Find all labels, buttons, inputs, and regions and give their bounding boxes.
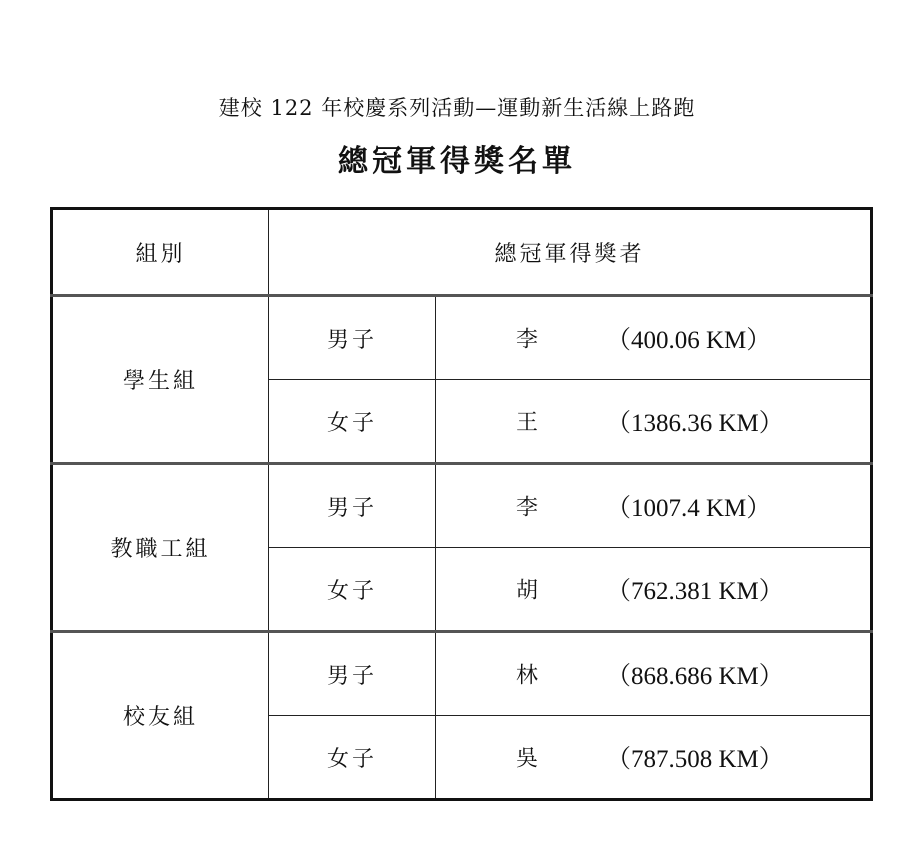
document-title: 總冠軍得獎名單 [338,144,576,179]
awards-table [50,207,873,801]
table-row [52,632,872,716]
gender-cell: 女子 [269,380,436,464]
gender-cell: 男子 [269,296,436,380]
gender-cell: 男子 [269,464,436,548]
gender-cell: 男子 [269,632,436,716]
winner-cell [436,716,872,800]
header-group: 組別 [52,209,269,296]
table-header-row [52,209,872,296]
winner-surname: 吳 [516,746,542,772]
winner-cell [436,296,872,380]
gender-cell: 女子 [269,716,436,800]
winner-surname: 胡 [516,578,542,604]
winner-surname: 李 [516,495,542,521]
header-winners: 總冠軍得獎者 [269,209,872,296]
winner-distance: （868.686 KM） [606,663,784,690]
winner-cell [436,632,872,716]
winner-cell [436,380,872,464]
winner-cell [436,464,872,548]
winner-distance: （787.508 KM） [606,746,784,773]
winner-distance: （400.06 KM） [606,327,772,354]
gender-cell: 女子 [269,548,436,632]
winner-surname: 王 [516,410,542,436]
winner-distance: （1386.36 KM） [606,410,784,437]
group-cell-student: 學生組 [52,296,269,464]
winner-cell [436,548,872,632]
table-row [52,296,872,380]
document-subtitle: 建校 122 年校慶系列活動—運動新生活線上路跑 [218,96,696,120]
group-cell-staff: 教職工組 [52,464,269,632]
table-row [52,464,872,548]
winner-surname: 李 [516,327,542,353]
winner-distance: （762.381 KM） [606,578,784,605]
group-cell-alumni: 校友組 [52,632,269,800]
winner-distance: （1007.4 KM） [606,495,772,522]
winner-surname: 林 [516,663,542,689]
